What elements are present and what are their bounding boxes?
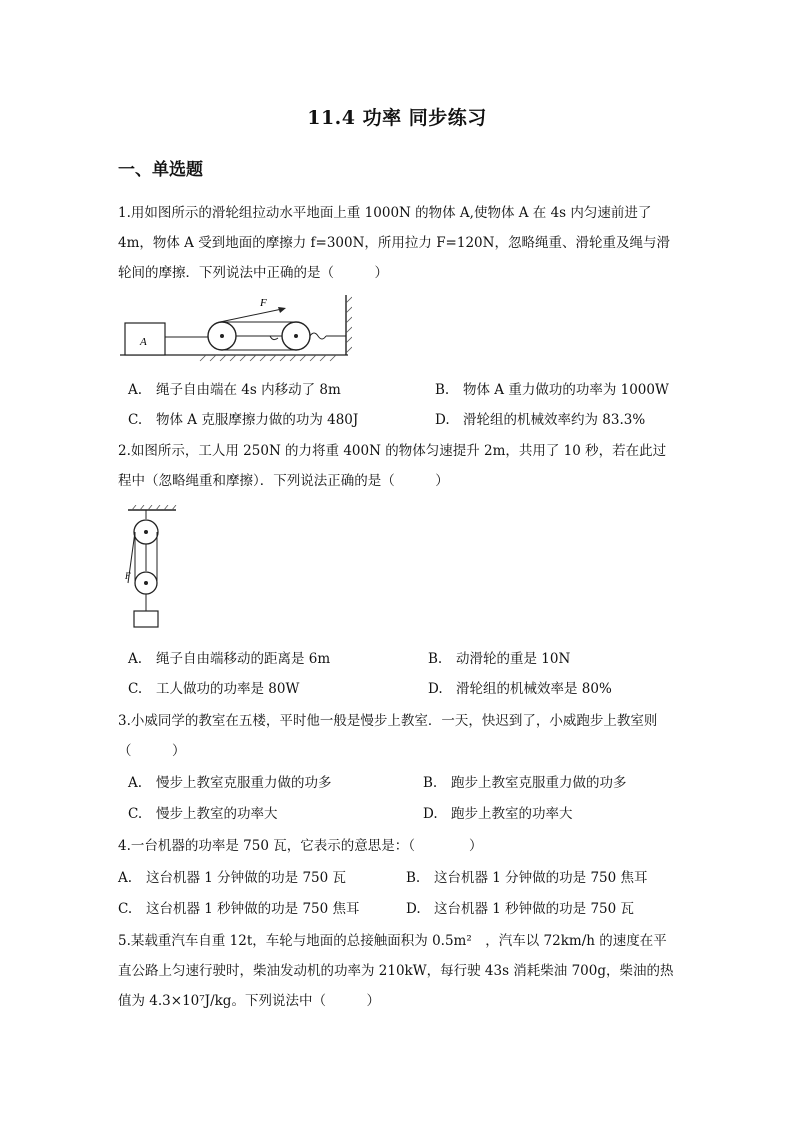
block-a-label: A (140, 336, 147, 348)
q2-option-d[interactable]: D. 滑轮组的机械效率是 80% (428, 681, 612, 697)
q1-option-d[interactable]: D. 滑轮组的机械效率约为 83.3% (435, 412, 646, 428)
q2-option-c[interactable]: C. 工人做功的功率是 80W (128, 681, 300, 697)
q4-option-a[interactable]: A. 这台机器 1 分钟做的功是 750 瓦 (118, 870, 347, 886)
q4-option-b[interactable]: B. 这台机器 1 分钟做的功是 750 焦耳 (406, 870, 648, 886)
q3-option-c[interactable]: C. 慢步上教室的功率大 (128, 806, 278, 822)
question-5-stem: 5.某载重汽车自重 12t，车轮与地面的总接触面积为 0.5m² ，汽车以 72km/h 的速度在平直公路上匀速行驶时，柴油发动机的功率为 210kW，每行驶 43s 消耗柴油 700g，柴油的热值为 4.3×10⁷J/kg。下列说法中（ ） (118, 933, 674, 1009)
load-block (134, 611, 158, 627)
q2-option-b[interactable]: B. 动滑轮的重是 10N (428, 651, 571, 667)
force-label-f: F (260, 297, 267, 309)
page-title: 11.4 功率 同步练习 (307, 107, 487, 129)
q2-option-a[interactable]: A. 绳子自由端移动的距离是 6m (128, 651, 331, 667)
q1-option-c[interactable]: C. 物体 A 克服摩擦力做的功为 480J (128, 412, 359, 428)
q1-option-b[interactable]: B. 物体 A 重力做功的功率为 1000W (435, 382, 669, 398)
pulley-figure-1 (120, 293, 352, 363)
q3-option-d[interactable]: D. 跑步上教室的功率大 (423, 806, 573, 822)
question-3-stem: 3.小威同学的教室在五楼，平时他一般是慢步上教室．一天，快迟到了，小威跑步上教室则（ ） (118, 713, 658, 759)
q3-option-a[interactable]: A. 慢步上教室克服重力做的功多 (128, 775, 332, 791)
question-1-stem: 1.用如图所示的滑轮组拉动水平地面上重 1000N 的物体 A,使物体 A 在 4s 内匀速前进了 4m，物体 A 受到地面的摩擦力 f=300N，所用拉力 F=120N，忽略绳重、滑轮重及绳与滑轮间的摩擦．下列说法中正确的是（ ） (118, 205, 670, 281)
question-2-stem: 2.如图所示，工人用 250N 的力将重 400N 的物体匀速提升 2m，共用了 10 秒，若在此过程中（忽略绳重和摩擦）．下列说法正确的是（ ） (118, 443, 667, 489)
q4-option-d[interactable]: D. 这台机器 1 秒钟做的功是 750 瓦 (406, 901, 635, 917)
section-heading: 一、单选题 (118, 160, 203, 180)
pulley-figure-2 (124, 505, 180, 631)
q3-option-b[interactable]: B. 跑步上教室克服重力做的功多 (423, 775, 627, 791)
force-label-f-2: F (125, 571, 131, 581)
q4-option-c[interactable]: C. 这台机器 1 秒钟做的功是 750 焦耳 (118, 901, 360, 917)
q1-option-a[interactable]: A. 绳子自由端在 4s 内移动了 8m (128, 382, 341, 398)
question-4-stem: 4.一台机器的功率是 750 瓦，它表示的意思是：（ ） (118, 838, 483, 854)
